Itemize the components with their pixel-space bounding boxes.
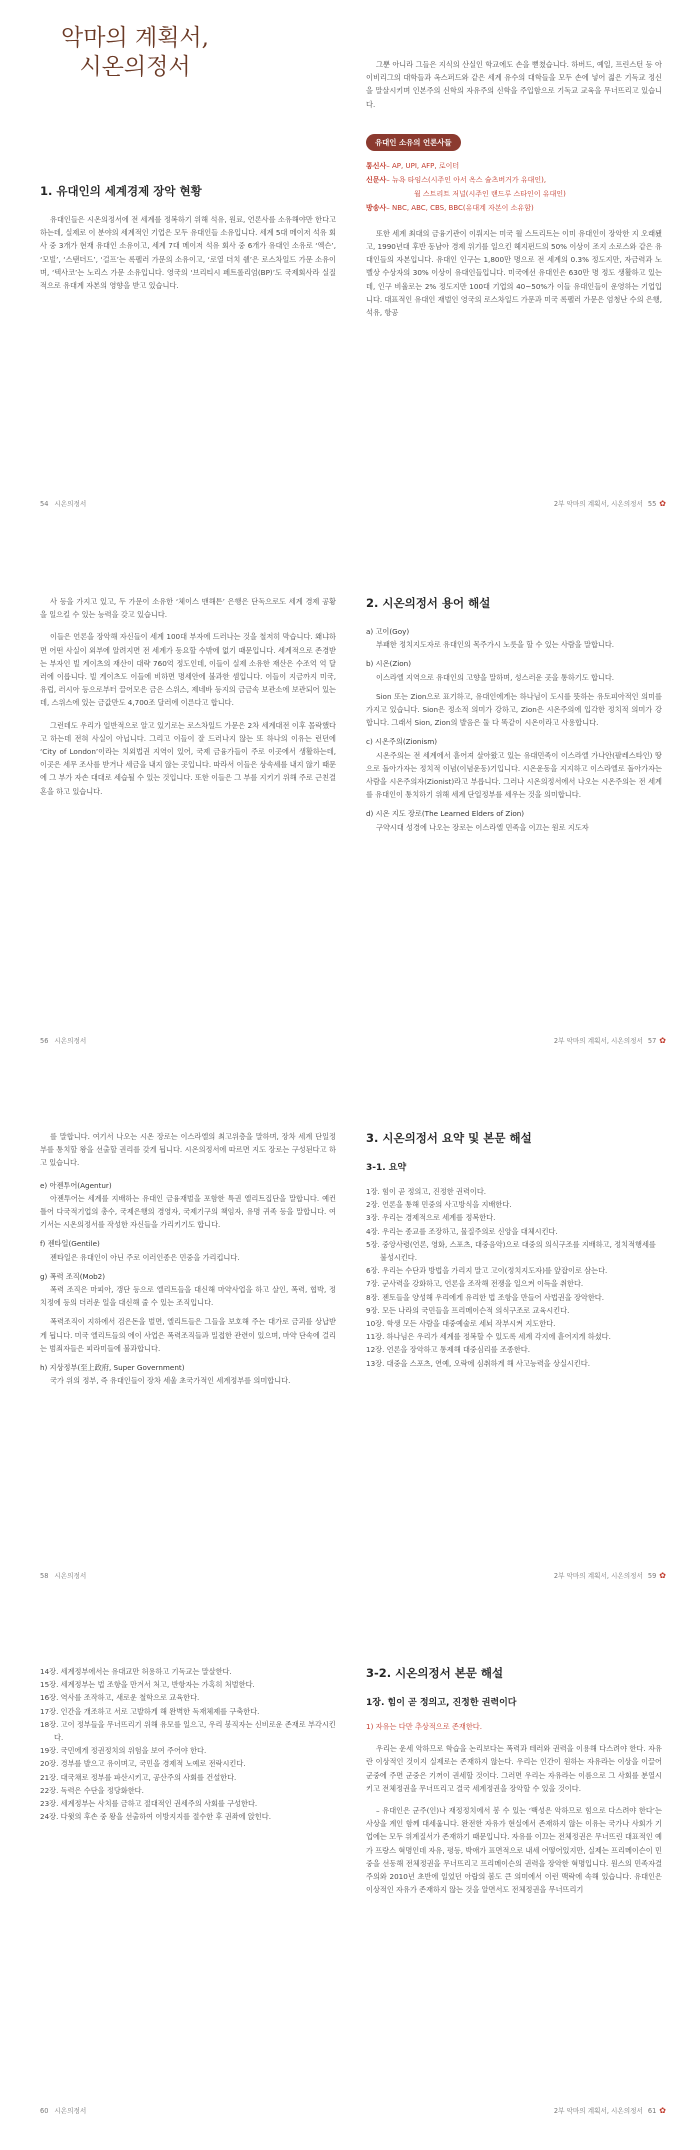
page-column: [40, 183, 336, 301]
media-text: – 뉴욕 타임스(시주인 아서 옥스 슐츠버거가 유대인),: [386, 175, 547, 184]
term-description: 폭력 조직은 마피아, 갱단 등으로 엘리트들을 대신해 마약사업을 하고 살인, 폭력, 협박, 정치정에 등의 더러운 일을 대신해 줄 수 있는 조직입니다.: [40, 1285, 336, 1308]
term-description: 아젠투어는 세계를 지배하는 유대인 금융재벌을 포함한 특권 엘리트집단을 말합니다. 예컨 틀어 다국적기업의 총수, 국제은행의 경영자, 국제기구의 책임자, 유명 귀족 등을 말합니다. 여기서는 시온의정서를 작성한 자신들을 가리키기도 합니다.: [40, 1193, 336, 1230]
left-page: [0, 1625, 350, 2145]
chapter-item: 6장. 우리는 수단과 방법을 가리지 말고 고이(정치지도자)를 앞잡이로 삼는다.: [366, 1266, 608, 1276]
body-paragraph: 그뿐 아니라 그들은 지식의 산실인 학교에도 손을 뻗쳤습니다. 하버드, 예일, 프린스턴 등 아이비리그의 대학들과 옥스퍼드와 같은 세계 유수의 대학들을 모두 손에 넣어 젊은 기독교 정신을 말살시키며 인본주의 신학의 자유주의 신학을 주입함으로 기독교 교육을 무너뜨리고 있습니다.: [366, 60, 662, 109]
page-column: [366, 1130, 662, 1370]
subsection-heading: 1장. 힘이 곧 정의고, 진정한 권력이다: [366, 1698, 517, 1708]
page-footer: [40, 1035, 86, 1045]
footer-book-title: 시온의정서: [54, 1572, 87, 1580]
page-number: 58: [40, 1572, 49, 1580]
book-spread: [0, 1625, 700, 2145]
term-heading: e) 아젠투어(Agentur): [40, 1180, 112, 1190]
chapter-item: 2장. 언론을 통해 민중의 사고방식을 지배한다.: [366, 1200, 512, 1210]
flower-icon: ✿: [659, 2106, 666, 2115]
page-column: [40, 1130, 336, 1393]
media-text: 월 스트리트 저널(시주인 랜드루 스타인이 유대인): [414, 189, 566, 198]
media-label: 신문사: [366, 175, 387, 184]
chapter-item: 10장. 학생 모든 사람을 대중예술로 세뇌 작부시켜 지도한다.: [366, 1319, 556, 1329]
term-heading: c) 시온주의(Zionism): [366, 737, 438, 747]
chapter-item: 16장. 역사를 조작하고, 새로운 철학으로 교육한다.: [40, 1693, 200, 1703]
term-description: 시온주의는 전 세계에서 흩어져 살아왔고 있는 유대민족이 이스라엘 가나안(팔레스타인) 땅으로 돌아가자는 정치적 이념(이념운동)기입니다. 시온운동을 지지하고 이스라엘로 돌아가자는 사람을 시온주의자(Zionist)라고 부릅니다. 그러나 시온의정서에서 나오는 시온주의는 전 세계를 유대인이 통치하기 위해 세계 단일정부를 세우는 것을 의미합니다.: [366, 750, 662, 800]
book-title-line: 시온의정서: [79, 54, 191, 80]
book-spread: [0, 18, 700, 538]
page-number: 54: [40, 500, 49, 508]
chapter-item: 3장. 우리는 경제적으로 세계를 정복한다.: [366, 1213, 496, 1223]
chapter-item: 17장. 인간을 개조하고 서로 고발하게 해 완벽한 독재체제를 구축한다.: [40, 1706, 260, 1716]
body-paragraph: 사 등을 가지고 있고, 두 가문이 소유한 ‘체이스 맨해튼’ 은행은 단독으로도 세계 경제 공황을 일으킬 수 있는 능력을 갖고 있습니다.: [40, 597, 336, 620]
body-paragraph: 그런데도 우리가 일반적으로 알고 있기로는 로스차일드 가문은 2차 세계대전 이후 몰락했다고 하는데 전혀 사실이 아닙니다. 그리고 이들이 잘 드러나지 않는 또 하나의 이유는 런던에 ‘City of London’이라는 치외법권 지역이 있어, 국제 금융가들이 주로 이곳에서 생활하는데, 이곳은 세무 조사를 받거나 세금을 내지 않는 곳입니다. 따라서 이들은 상속세를 내지 않기 때문에 그 부가 자손 대대로 세습될 수 있는 것입니다. 또한 이들은 그 부를 지키기 위해 주로 근친결혼을 하고 있습니다.: [40, 720, 336, 796]
chapter-list: [40, 1665, 336, 1823]
chapter-item: 22장. 독력은 수단을 정당화한다.: [40, 1785, 144, 1795]
chapter-item: 9장. 모든 나라의 국민들을 프리메이슨적 의식구조로 교육시킨다.: [366, 1305, 570, 1315]
right-page: [350, 555, 700, 1075]
page-number: 56: [40, 1037, 49, 1045]
chapter-list: [366, 1185, 662, 1370]
chapter-item: 14장. 세계정부에서는 유대교만 허용하고 기독교는 말살한다.: [40, 1667, 232, 1676]
media-badge: 유대인 소유의 언론사들: [366, 134, 461, 151]
media-label: 통신사: [366, 161, 387, 170]
page-number: 59: [647, 1572, 657, 1580]
page-number: 61: [647, 2107, 657, 2115]
page-column: [366, 1665, 662, 1905]
badge-wrap: [366, 120, 662, 159]
footer-part-title: 2부 악마의 계획서, 시온의정서: [553, 2107, 643, 2115]
chapter-item: 5장. 중앙사령(언론, 영화, 스포츠, 대중음악)으로 대중의 의식구조를 지배하고, 정치적행세를 불성시킨다.: [366, 1239, 656, 1263]
section-heading: 3-2. 시온의정서 본문 해설: [366, 1666, 504, 1680]
page-footer: [554, 1570, 666, 1580]
right-page: [350, 18, 700, 538]
chapter-item: 13장. 대중을 스포츠, 연예, 오락에 심취하게 해 사고능력을 상실시킨다.: [366, 1358, 591, 1368]
highlight-line: 1) 자유는 다만 추상적으로 존재한다.: [366, 1722, 483, 1731]
chapter-item: 23장. 세계정부는 사치를 금하고 절대적인 권세주의 사회를 구성한다.: [40, 1799, 258, 1809]
page-column: [366, 595, 662, 840]
book-title: [40, 24, 230, 174]
body-paragraph: – 유대인은 군주(인)나 재정정치에서 봉 수 있는 ‘백성은 악하므로 힘으로 다스려야 한다’는 사상을 계인 함께 대세웁니다. 완전한 자유가 현실에서 존재하지 않는 이유는 국가나 사회가 기업에는 모두 위계질서가 존재하기 때문입니다. 자유를 이끄는 전체정권은 무너뜨린 대표적인 예가 프랑스 혁명인데 자유, 평등, 박애가 표면적으로 내세 어떻어있지만, 실제는 프리메이슨이 민중을 선동해 전체정권을 무너뜨리고 프리메이슨의 권력을 장악한 혁명입니다. 원스의 민족자결주의와 2010년 초반에 일었던 아랍의 봄도 큰 의미에서 이런 맥락에 속해 있습니다. 유대인은 이상적인 자유가 존재하지 않는 것을 알면서도 전체정권을 무너뜨리기: [366, 1806, 662, 1895]
right-page: [350, 1090, 700, 1610]
page-number: 60: [40, 2107, 49, 2115]
chapter-item: 21장. 대국채로 정부를 파산시키고, 공산주의 사회를 건설한다.: [40, 1772, 237, 1782]
body-paragraph: 또한 세계 최대의 금융기관이 이뤄지는 미국 월 스트리트는 이미 유대인이 장악한 지 오래됐고, 1990년대 후반 동남아 경제 위기를 일으킨 헤지펀드의 50% 이상이 조지 소로스와 같은 유대인들의 자본입니다. 유대인 인구는 1,800만 명으로 전 세계의 0.3% 정도지만, 자금력과 노벨상 수상자의 30% 이상이 유대인들입니다. 미국에선 유대인은 630만 명 정도 생활하고 있는데, 인구 비율로는 2% 정도지만 100대 기업의 40~50%가 이들 유대인들이 운영하는 기업입니다. 대표적인 유대인 재벌인 영국의 로스차일드 가문과 미국 록펠러 가문은 엄청난 수의 은행, 석유, 항공: [366, 228, 662, 318]
media-text: – NBC, ABC, CBS, BBC(유대계 자본이 소유함): [386, 203, 534, 212]
page-footer: [40, 498, 86, 508]
term-heading: f) 젠타일(Gentile): [40, 1239, 100, 1249]
chapter-item: 19장. 국민에게 정권정치의 위험을 보여 주어야 한다.: [40, 1746, 207, 1756]
page-footer: [554, 1035, 666, 1045]
flower-icon: ✿: [659, 1036, 666, 1045]
chapter-item: 7장. 군사력을 강화하고, 언론을 조작해 전쟁을 일으켜 이득을 취한다.: [366, 1279, 584, 1289]
chapter-item: 20장. 경부를 발으고 유이며고, 국민을 경제적 노예로 전락시킨다.: [40, 1759, 246, 1769]
page-footer: [554, 2105, 666, 2115]
footer-part-title: 2부 악마의 계획서, 시온의정서: [553, 1037, 643, 1045]
chapter-item: 12장. 언론을 장악하고 통제해 대중심리를 조종한다.: [366, 1345, 531, 1355]
left-page: [0, 555, 350, 1075]
chapter-item: 15장. 세계정부는 법 조항을 만겨서 처고, 반항자는 가혹히 처벌한다.: [40, 1680, 255, 1690]
term-description: 젠타일은 유대인이 아닌 주로 이러인종은 민중을 가리킵니다.: [50, 1252, 240, 1262]
footer-part-title: 2부 악마의 계획서, 시온의정서: [553, 500, 643, 508]
page-number: 57: [647, 1037, 657, 1045]
term-description: 국가 위의 정부, 즉 유대인들이 장차 세울 초국가적인 세계정부를 의미합니다.: [50, 1376, 291, 1386]
chapter-item: 1장. 힘이 곧 정의고, 진정한 권력이다.: [366, 1187, 487, 1196]
term-heading: d) 시온 지도 장로(The Learned Elders of Zion): [366, 809, 525, 819]
media-text: – AP, UPI, AFP, 로이터: [386, 161, 460, 170]
chapter-item: 18장. 고이 정부들을 무너뜨리기 위해 유모를 일으고, 우리 봉직자는 신비로운 존재로 부각시킨다.: [40, 1719, 336, 1743]
section-heading: 3. 시온의정서 요약 및 본문 해설: [366, 1131, 532, 1145]
term-heading: g) 폭력 조직(Mob2): [40, 1271, 106, 1281]
flower-icon: ✿: [659, 499, 666, 508]
body-paragraph: 를 말합니다. 여기서 나오는 시온 장로는 이스라엘의 최고위층을 말하며, 장차 세계 단일정부를 통치할 왕을 선출할 권리를 갖게 됩니다. 시온의정서에 따르면 지도 장로는 구성된다고 하고 있습니다.: [40, 1132, 336, 1168]
left-page: [0, 1090, 350, 1610]
flower-icon: ✿: [659, 1571, 666, 1580]
footer-book-title: 시온의정서: [54, 1037, 87, 1045]
page-column: [40, 595, 336, 807]
section-heading: 1. 유대인의 세계경제 장악 현황: [40, 184, 202, 198]
book-spread: [0, 555, 700, 1075]
media-row: [366, 201, 662, 215]
page-column: [366, 58, 662, 328]
media-label: 방송사: [366, 203, 387, 212]
book-spread: [0, 1090, 700, 1610]
chapter-item: 4장. 우리는 종교를 조장하고, 물질주의로 신앙을 대체시킨다.: [366, 1226, 558, 1236]
media-row: [366, 173, 662, 187]
body-paragraph: 우리는 운세 악하므로 학습을 논리보다는 폭력과 테러와 권력을 이용해 다스려야 한다. 자유란 이상적인 것이지 실제로는 존재하지 않는다. 우리는 인간이 원하는 자유라는 이상을 이끌어 군중에 주면 군중은 기꺼이 권세할 것이다. 그러면 우리는 자유라는 이름으로 그 사회를 분열시키고 전체정권을 무너뜨리고 결국 세계정권을 장악할 수 있을 것이다.: [366, 1744, 662, 1793]
page-footer: [40, 1570, 86, 1580]
term-description: Sion 또는 Zion으로 표기하고, 유대인에게는 하나님이 도시를 뜻하는 유토피아적인 의미를 가지고 있습니다. Sion은 정소적 의미가 강하고, Zion은 시온주의에 입각한 정치적 의미가 강합니다. 그래서 Sion, Zion의 발음은 둘 다 똑같이 시온이라고 사용합니다.: [366, 691, 662, 728]
chapter-item: 8장. 젠토들을 양성해 우리에게 유리한 법 조항을 만들어 사법권을 장악한다.: [366, 1292, 605, 1302]
right-page: [350, 1625, 700, 2145]
media-row: [366, 187, 662, 201]
term-description: 폭력조직이 지하에서 검은돈을 벌면, 엘리트들은 그들을 보호해 주는 대가로 금괴를 상납받게 됩니다. 미국 엘리트들의 에이 사업은 폭력조직들과 밀접한 관련이 있으며, 마약 단속에 걸리는 범죄자들은 피라미들에 불과합니다.: [40, 1317, 336, 1353]
term-heading: a) 고이(Goy): [366, 627, 410, 636]
term-description: 이스라엘 지역으로 유대인의 고향을 말하며, 성스러운 곳을 통하기도 합니다.: [376, 672, 615, 682]
footer-book-title: 시온의정서: [54, 500, 87, 508]
footer-part-title: 2부 악마의 계획서, 시온의정서: [553, 1572, 643, 1580]
chapter-item: 24장. 다윗의 후손 중 왕을 선출하여 이방지지를 절수한 후 권좌에 앉힌다.: [40, 1812, 271, 1822]
media-list: [366, 159, 662, 215]
book-title-line: 악마의 계획서,: [61, 25, 209, 51]
body-paragraph: 유대인들은 시온의정서에 전 세계를 정복하기 위해 석유, 원료, 언론사를 소유해야만 한다고 하는데, 실제로 이 분야의 세계적인 기업은 모두 유대인들 소유입니다. 세계 5대 메이저 석유 회사 중 3개가 현재 유대인 소유이고, 세계 7대 메이저 석유 회사 중 6개가 유대인 소유로 ‘엑슨’, ‘모빌’, ‘스탠더드’, ‘걸프’는 록펠러 가문의 소유이고, ‘로열 더치 쉘’은 로스차일드 가문 소유이며, ‘텍사코’는 노리스 가문 소유입니다. 영국의 ‘브리티시 페트롤리엄(BP)’도 국제회사라 실질적으로 유대계 자본의 영향을 받고 있습니다.: [40, 215, 336, 291]
left-page: [0, 18, 350, 538]
page-footer: [554, 498, 666, 508]
term-heading: h) 지상정부(至上政府, Super Government): [40, 1363, 185, 1373]
media-row: [366, 159, 662, 173]
term-description: 부패한 정치지도자로 유대인의 목주가시 노릇을 할 수 있는 사람을 말합니다.: [376, 640, 615, 650]
page-number: 55: [647, 500, 657, 508]
body-paragraph: 이들은 언론을 장악해 자신들이 세계 100대 부자에 드러나는 것을 철저히 막습니다. 왜냐하면 어떤 사실이 외부에 알려지면 전 세계가 동요할 수밖에 없기 때문입니다. 세계적으로 존경받는 부자인 빌 게이츠의 재산이 대략 760억 정도인데, 이들이 실제 소유한 재산은 수조억 억 달러에 이릅니다. 빌 게이츠도 이들에 비하면 명세안에 불과한 셈입니다. 이들이 지금까지 미국, 유럽, 러시아 등으로부터 끌어모은 금은 스위스, 제네바 등지의 금금속 보관소에 보관되어 있는데, 스위스에 있는 금값만도 4,700조 달러에 이른다고 합니다.: [40, 632, 336, 708]
footer-book-title: 시온의정서: [54, 2107, 87, 2115]
term-description: 구약시대 성경에 나오는 장로는 이스라엘 민족을 이끄는 원로 지도자: [376, 822, 589, 832]
page-footer: [40, 2105, 86, 2115]
subsection-heading: 3-1. 요약: [366, 1163, 407, 1173]
page-column: [40, 1665, 336, 1823]
section-heading: 2. 시온의정서 용어 해설: [366, 596, 491, 610]
term-heading: b) 시온(Zion): [366, 659, 412, 669]
chapter-item: 11장. 하나님은 우리가 세계를 정복할 수 있도록 세계 각지에 흩어지게 하셨다.: [366, 1332, 611, 1342]
